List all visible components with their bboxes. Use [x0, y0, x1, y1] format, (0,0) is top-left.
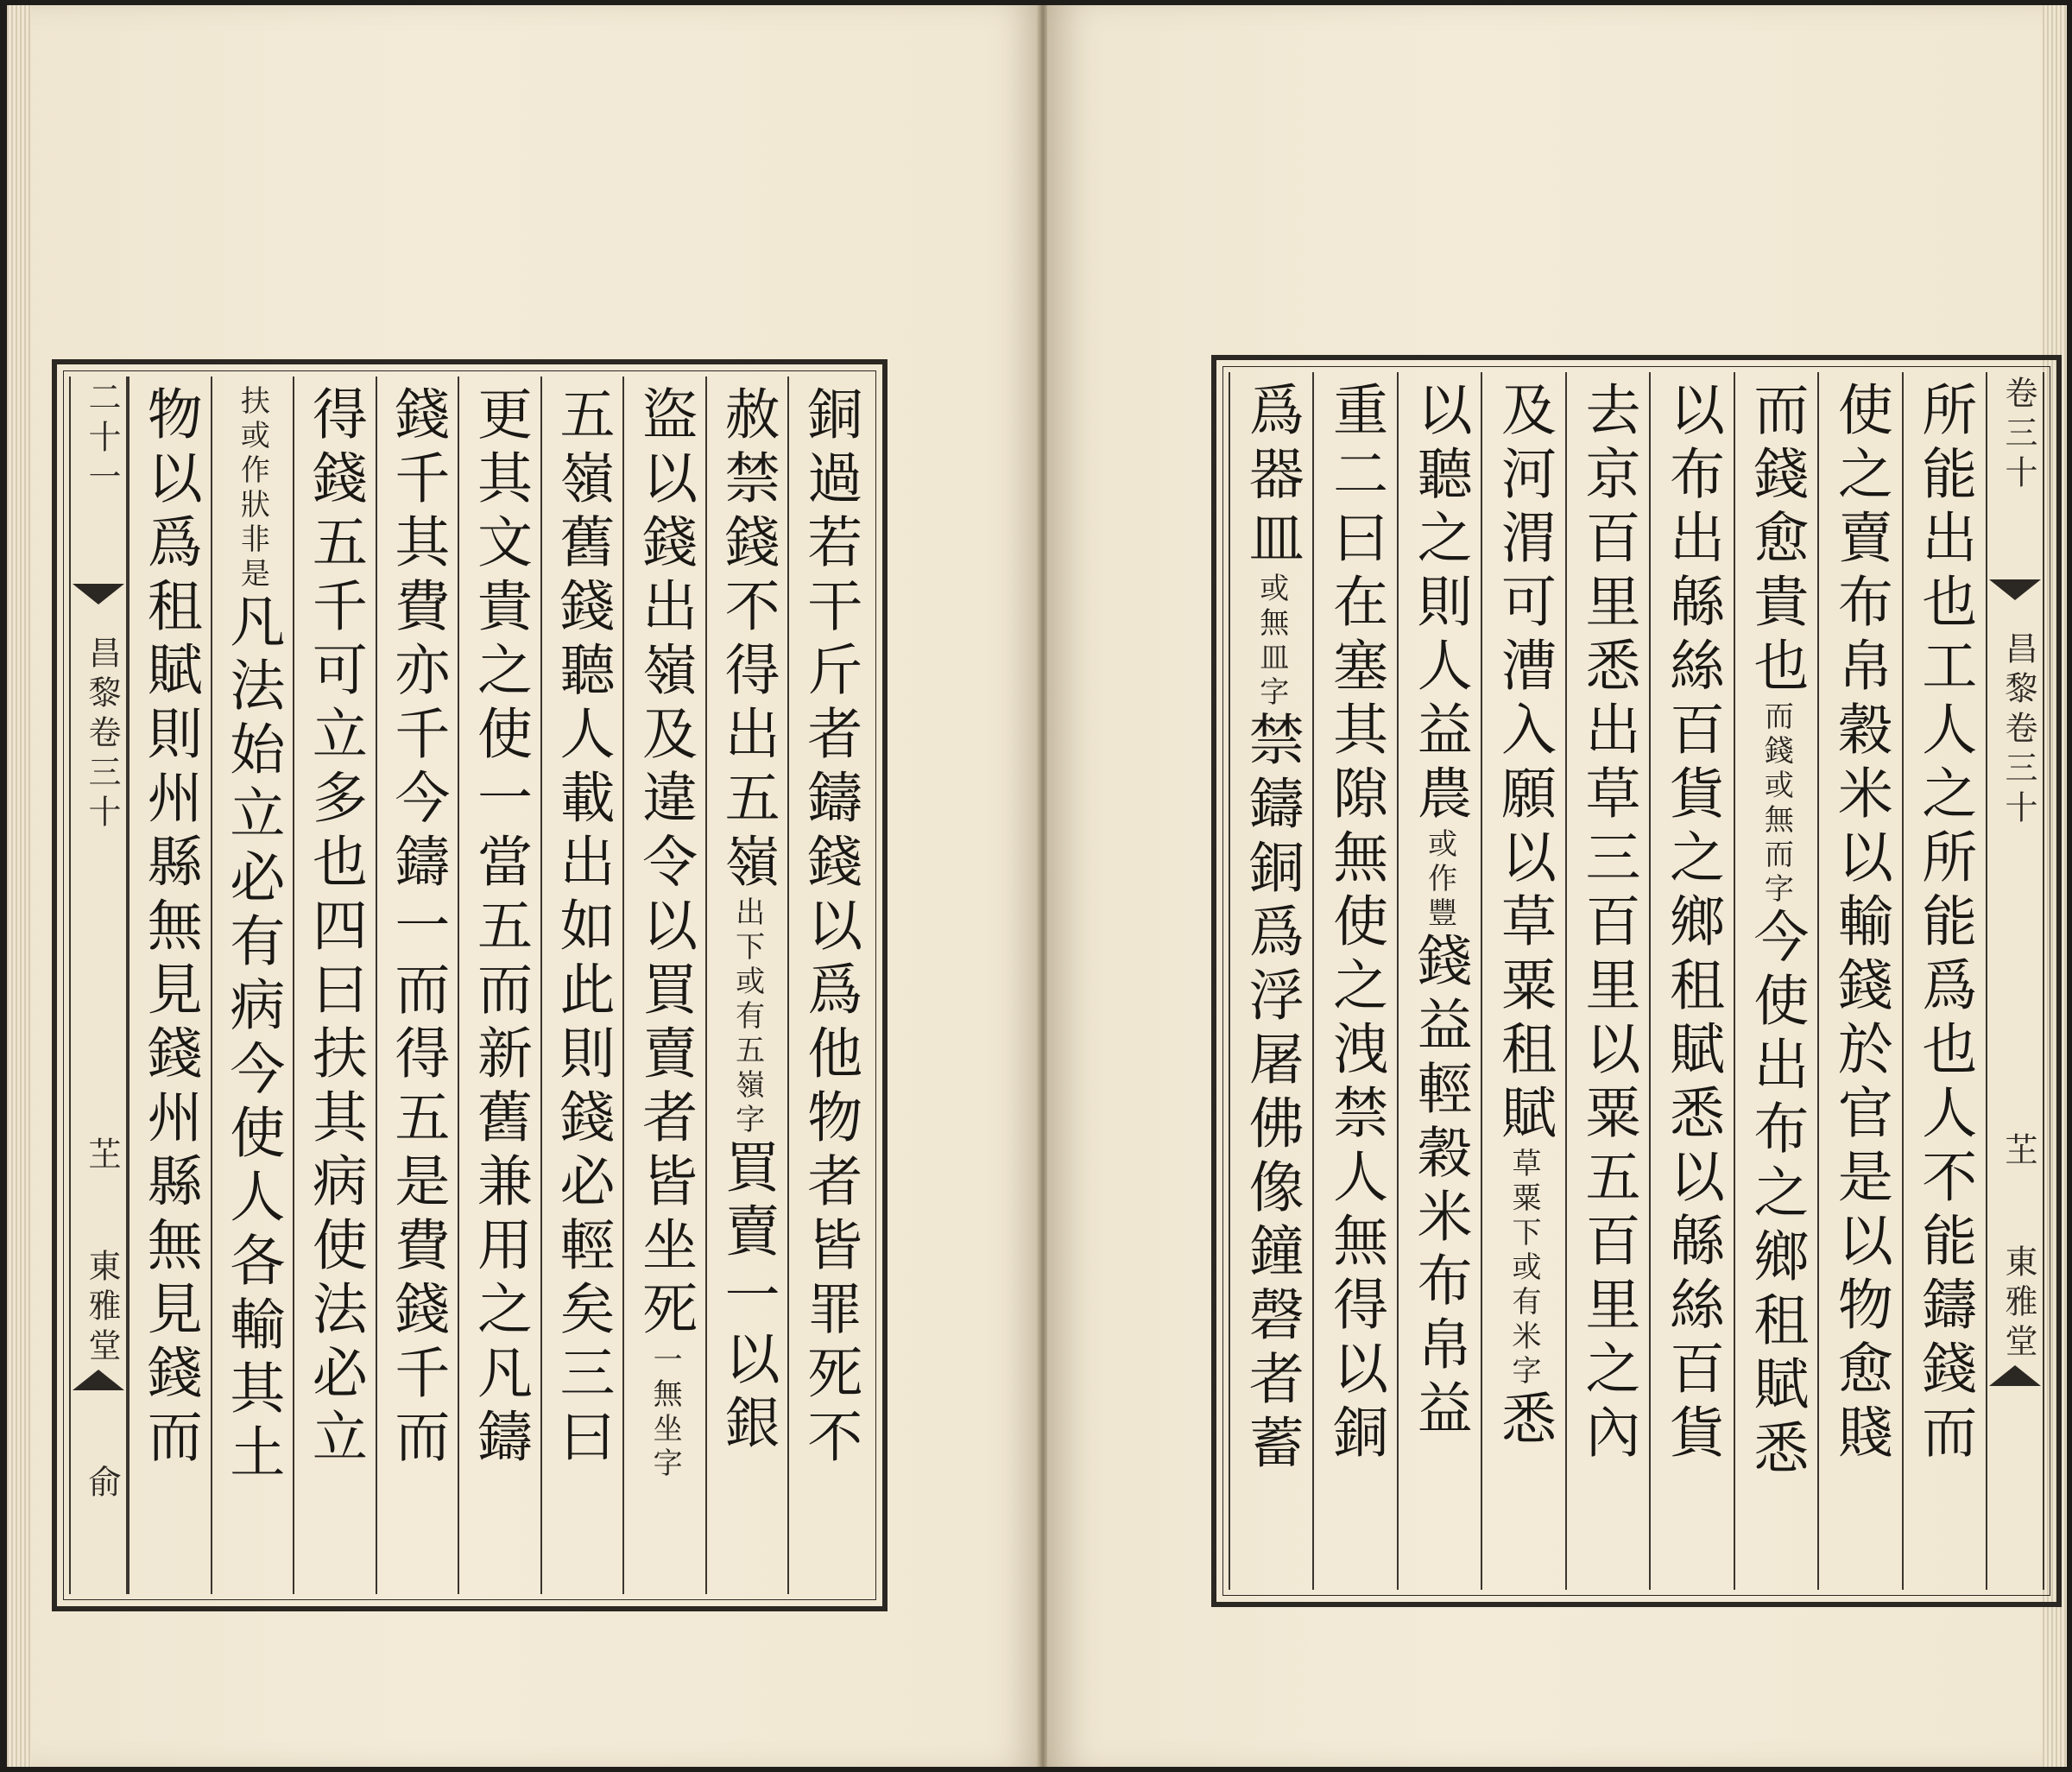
strip-title: 昌黎卷三十 — [83, 636, 121, 834]
column-text — [1744, 381, 1809, 1483]
main-text: 五嶺舊錢聽人載出如此則錢必輕矣三曰 — [550, 385, 615, 1471]
main-text: 重二曰在塞其隙無使之洩禁人無得以銅 — [1323, 381, 1388, 1467]
interlinear-note: 扶或作狀非是 — [235, 385, 270, 592]
fish-tail-mark — [73, 584, 124, 604]
column-text — [1576, 381, 1640, 1467]
block-center-strip — [1986, 372, 2044, 1590]
main-text-continued: 買賣一以銀 — [715, 1138, 780, 1458]
interlinear-note: 而錢或無而字 — [1759, 700, 1794, 908]
column-text — [467, 385, 532, 1471]
strip-top-label: 卷三十 — [1999, 376, 2037, 495]
text-column — [1902, 372, 1986, 1590]
text-column — [1229, 372, 1312, 1590]
main-text-continued: 凡法始立必有病今使人各輸其土 — [220, 592, 285, 1487]
main-text: 而錢愈貴也 — [1744, 381, 1809, 700]
text-column — [128, 377, 211, 1594]
left-page — [7, 5, 1039, 1767]
text-column — [293, 377, 376, 1594]
page-edges — [7, 5, 31, 1767]
text-column — [1734, 372, 1817, 1590]
fish-tail-mark — [1989, 1365, 2041, 1386]
column-text — [550, 385, 615, 1471]
strip-press-name: 東雅堂 — [83, 1249, 121, 1368]
interlinear-note: 或無皿字 — [1254, 573, 1289, 711]
column-text — [798, 385, 862, 1471]
text-column — [540, 377, 623, 1594]
main-text: 物以爲租賦則州縣無見錢州縣無見錢而 — [137, 385, 202, 1471]
main-text: 及河渭可漕入願以草粟租賦 — [1492, 381, 1557, 1148]
column-text — [633, 385, 698, 1482]
left-text-frame — [52, 359, 888, 1611]
main-text: 得錢五千可立多也四曰扶其病使法必立 — [302, 385, 367, 1471]
column-text — [220, 385, 285, 1487]
block-center-strip — [69, 377, 128, 1594]
interlinear-note: 一無坐字 — [648, 1344, 683, 1482]
column-text — [137, 385, 202, 1471]
column-text — [1659, 381, 1724, 1467]
main-text: 所能出也工人之所能爲也人不能鑄錢而 — [1912, 381, 1977, 1467]
text-column — [705, 377, 788, 1594]
fish-tail-mark — [1989, 579, 2041, 600]
fish-tail-mark — [73, 1370, 124, 1390]
text-column — [1817, 372, 1901, 1590]
main-text-continued: 禁鑄銅爲浮屠佛像鐘磬者蓄 — [1239, 711, 1304, 1478]
column-text — [1912, 381, 1977, 1467]
main-text: 赦禁錢不得出五嶺 — [715, 385, 780, 896]
text-column — [211, 377, 294, 1594]
main-text: 去京百里悉出草三百里以粟五百里之內 — [1576, 381, 1640, 1467]
main-text: 銅過若干斤者鑄錢以爲他物者皆罪死不 — [798, 385, 862, 1471]
column-text — [385, 385, 450, 1471]
text-column — [376, 377, 458, 1594]
text-column — [1481, 372, 1564, 1590]
strip-page-number: 芏 — [1999, 1132, 2037, 1172]
text-column — [458, 377, 540, 1594]
right-page — [1047, 5, 2067, 1767]
main-text-continued: 錢益輕穀米布帛益 — [1407, 932, 1472, 1443]
main-text-continued: 今使出布之鄉租賦悉 — [1744, 908, 1809, 1483]
column-text — [1407, 381, 1472, 1443]
text-column — [1565, 372, 1649, 1590]
main-text-continued: 悉 — [1492, 1389, 1557, 1453]
main-text: 使之賣布帛穀米以輸錢於官是以物愈賤 — [1828, 381, 1892, 1467]
strip-press-name: 東雅堂 — [1999, 1244, 2037, 1364]
strip-bottom-label: 俞 — [83, 1465, 121, 1504]
right-text-frame — [1211, 355, 2062, 1607]
interlinear-note: 草粟下或有米字 — [1507, 1148, 1542, 1389]
strip-top-label: 二十一 — [83, 380, 121, 499]
open-book — [7, 5, 2067, 1767]
text-column — [1397, 372, 1481, 1590]
interlinear-note: 或作豐 — [1422, 828, 1457, 932]
text-column — [622, 377, 705, 1594]
interlinear-note: 出下或有五嶺字 — [730, 896, 765, 1138]
strip-page-number: 芏 — [83, 1136, 121, 1176]
text-column — [1649, 372, 1733, 1590]
main-text: 以布出緜絲百貨之鄉租賦悉以緜絲百貨 — [1659, 381, 1724, 1467]
main-text: 錢千其費亦千今鑄一而得五是費錢千而 — [385, 385, 450, 1471]
main-text: 更其文貴之使一當五而新舊兼用之凡鑄 — [467, 385, 532, 1471]
column-text — [715, 385, 780, 1458]
text-column — [787, 377, 870, 1594]
column-text — [1323, 381, 1388, 1467]
column-text — [1492, 381, 1557, 1453]
column-text — [1828, 381, 1892, 1467]
column-text — [302, 385, 367, 1471]
main-text: 盜以錢出嶺及違令以買賣者皆坐死 — [633, 385, 698, 1344]
text-column — [1312, 372, 1396, 1590]
main-text: 爲器皿 — [1239, 381, 1304, 573]
strip-title: 昌黎卷三十 — [1999, 631, 2037, 830]
column-text — [1239, 381, 1304, 1478]
main-text: 以聽之則人益農 — [1407, 381, 1472, 828]
